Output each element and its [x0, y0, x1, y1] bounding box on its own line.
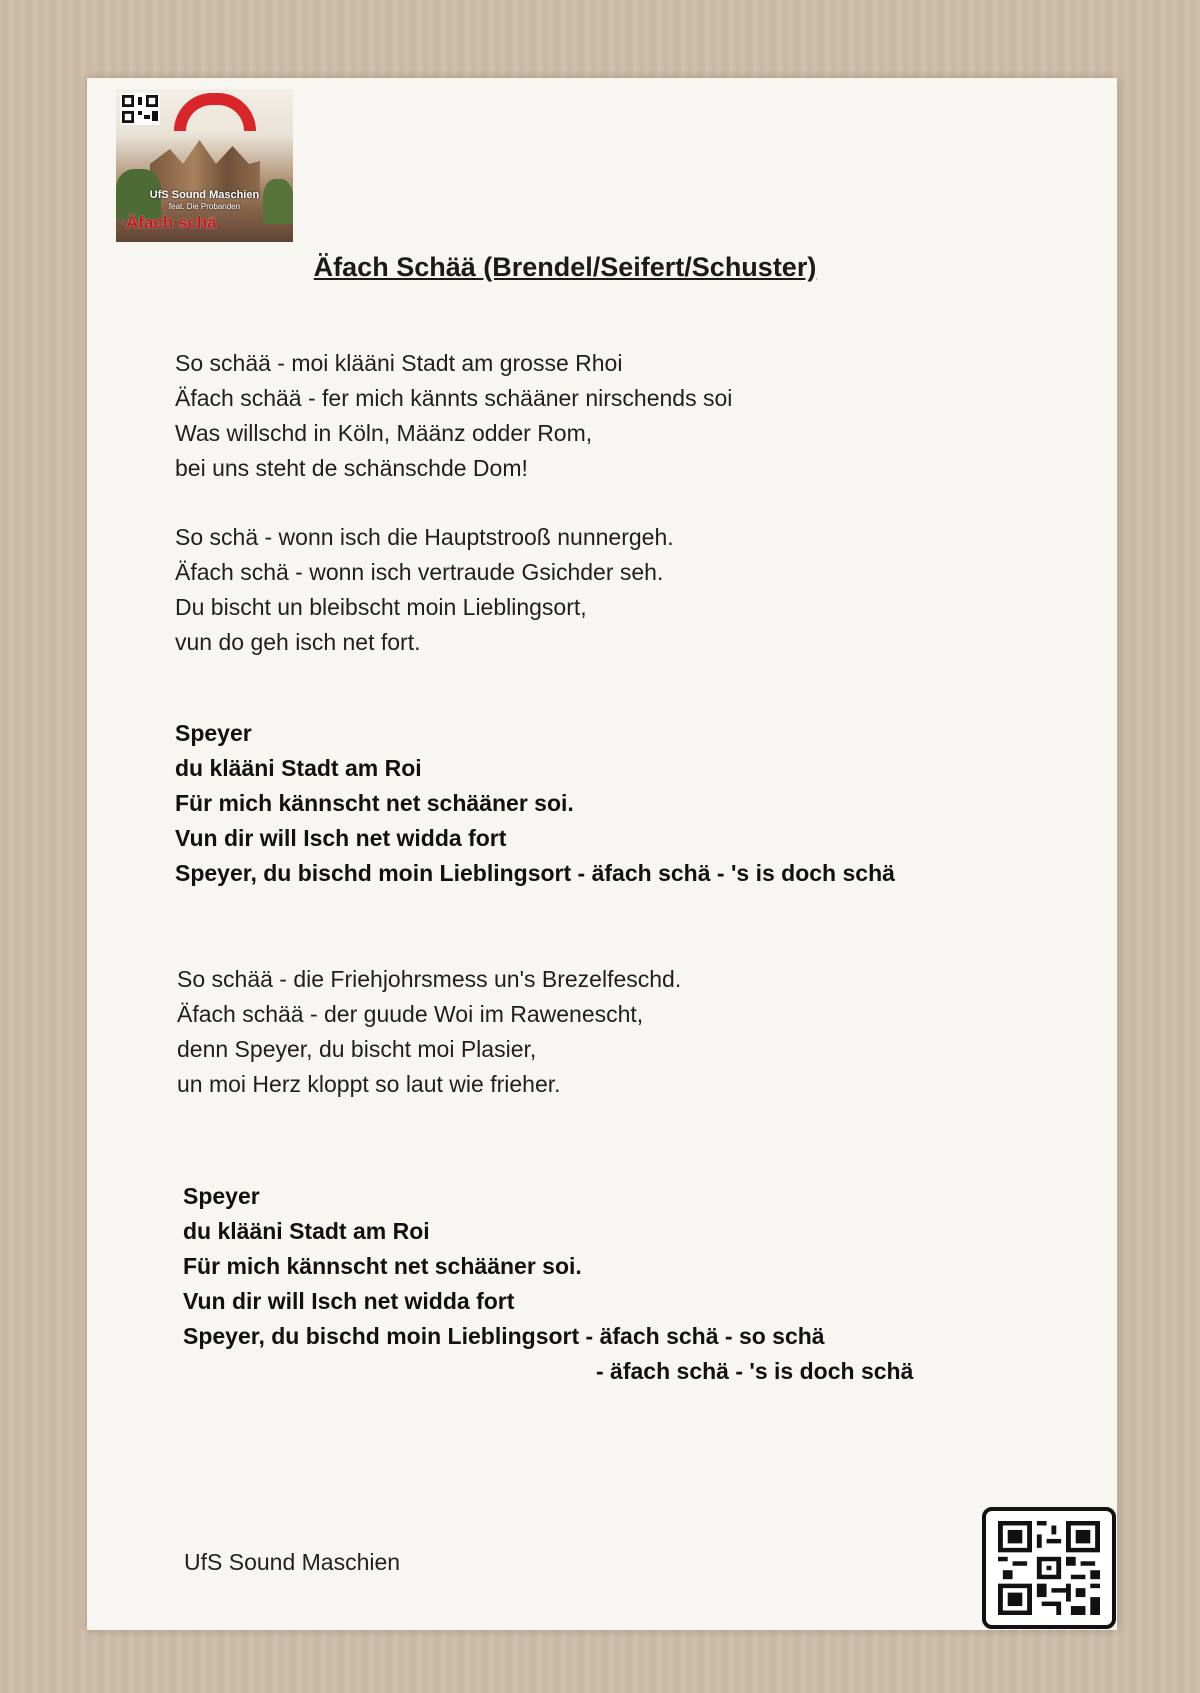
song-title: Äfach Schää (Brendel/Seifert/Schuster): [313, 252, 817, 282]
lyric-line: Speyer, du bischd moin Lieblingsort - äfach schä - 's is doch schä: [175, 860, 895, 886]
lyric-line: Äfach schä - wonn isch vertraude Gsichder seh.: [175, 559, 664, 585]
chorus-1: [175, 716, 895, 891]
lyric-line: Speyer, du bischd moin Lieblingsort - äfach schä - so schä: [183, 1323, 825, 1349]
lyric-line: So schää - moi klääni Stadt am grosse Rhoi: [175, 350, 623, 376]
lyric-line: denn Speyer, du bischt moi Plasier,: [177, 1036, 537, 1062]
lyric-line: Für mich kännscht net schääner soi.: [183, 1253, 582, 1279]
lyric-line: Vun dir will Isch net widda fort: [183, 1288, 515, 1314]
lyric-line: Speyer: [175, 720, 252, 746]
verse-1: [175, 346, 732, 486]
album-cover: [116, 89, 293, 242]
lyric-line: So schä - wonn isch die Hauptstrooß nunnergeh.: [175, 524, 674, 550]
lyric-line: bei uns steht de schänschde Dom!: [175, 455, 528, 481]
cover-band-name: UfS Sound Maschien: [149, 189, 260, 201]
cover-subtitle: feat. Die Probanden: [168, 202, 241, 211]
verse-2: [175, 520, 674, 660]
lyric-line: du klääni Stadt am Roi: [183, 1218, 430, 1244]
lyric-line: Was willschd in Köln, Määnz odder Rom,: [175, 420, 593, 446]
lyric-line: Äfach schää - fer mich kännts schääner nirschends soi: [175, 385, 733, 411]
lyric-line: Äfach schää - der guude Woi im Rawenescht,: [177, 1001, 644, 1027]
lyric-line: Für mich kännscht net schääner soi.: [175, 790, 574, 816]
lyric-line: du klääni Stadt am Roi: [175, 755, 422, 781]
lyric-line: Vun dir will Isch net widda fort: [175, 825, 507, 851]
qr-code-icon: [982, 1507, 1116, 1629]
lyric-line: So schää - die Friehjohrsmess un's Brezelfeschd.: [177, 966, 682, 992]
chorus-2: [183, 1179, 913, 1389]
cover-qr-code-icon: [120, 93, 160, 125]
lyric-line: - äfach schä - 's is doch schä: [596, 1358, 914, 1384]
cover-album-title: Äfach schä: [126, 213, 217, 232]
lyric-line: Du bischt un bleibscht moin Lieblingsort,: [175, 594, 587, 620]
cover-cathedral-image: [150, 137, 260, 197]
lyric-line: un moi Herz kloppt so laut wie frieher.: [177, 1071, 561, 1097]
lyric-line: Speyer: [183, 1183, 260, 1209]
verse-3: [177, 962, 681, 1102]
qr-code-graphic: [998, 1521, 1100, 1615]
lyric-line: vun do geh isch net fort.: [175, 629, 421, 655]
footer-credit: UfS Sound Maschien: [184, 1549, 401, 1575]
